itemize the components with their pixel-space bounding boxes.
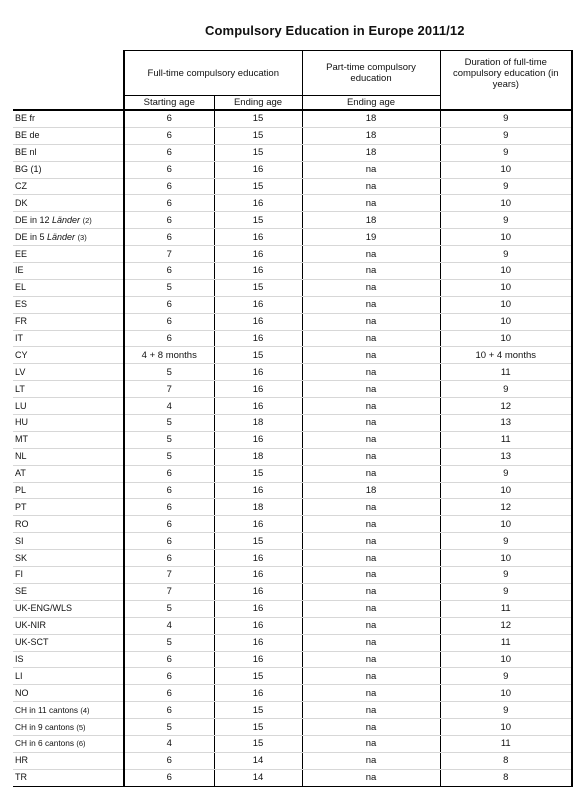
table-row (13, 617, 572, 634)
header-starting-age: Starting age (124, 96, 214, 111)
table-row (13, 431, 572, 448)
row-label-text: DE in 12 (15, 214, 53, 225)
table-row (13, 263, 572, 280)
row-label: BE nl (13, 144, 124, 161)
table-row (13, 634, 572, 651)
cell-pt-ending-age: na (302, 381, 440, 398)
row-label: AT (13, 465, 124, 482)
cell-duration: 13 (440, 415, 572, 432)
cell-duration: 12 (440, 499, 572, 516)
cell-starting-age: 5 (124, 364, 214, 381)
cell-ending-age: 16 (214, 263, 302, 280)
row-label: LV (13, 364, 124, 381)
row-label: SI (13, 533, 124, 550)
table-row (13, 279, 572, 296)
cell-pt-ending-age: na (302, 431, 440, 448)
cell-duration: 9 (440, 110, 572, 127)
cell-duration: 12 (440, 398, 572, 415)
cell-duration: 10 (440, 296, 572, 313)
cell-duration: 10 (440, 279, 572, 296)
cell-duration: 9 (440, 212, 572, 229)
table-row (13, 651, 572, 668)
cell-starting-age: 6 (124, 651, 214, 668)
cell-ending-age: 15 (214, 702, 302, 719)
cell-starting-age: 6 (124, 263, 214, 280)
cell-pt-ending-age: na (302, 263, 440, 280)
cell-pt-ending-age: na (302, 195, 440, 212)
cell-pt-ending-age: na (302, 499, 440, 516)
cell-starting-age: 6 (124, 668, 214, 685)
cell-pt-ending-age: na (302, 550, 440, 567)
row-label-footnote: (2) (82, 215, 92, 225)
table-row (13, 702, 572, 719)
row-label: CZ (13, 178, 124, 195)
cell-duration: 11 (440, 634, 572, 651)
cell-pt-ending-age: na (302, 296, 440, 313)
cell-pt-ending-age: na (302, 752, 440, 769)
cell-ending-age: 16 (214, 431, 302, 448)
cell-duration: 13 (440, 448, 572, 465)
table-row (13, 364, 572, 381)
cell-ending-age: 14 (214, 752, 302, 769)
cell-duration: 11 (440, 364, 572, 381)
cell-duration: 9 (440, 533, 572, 550)
header-pt-ending-age: Ending age (302, 96, 440, 111)
row-label: CY (13, 347, 124, 364)
table-row (13, 161, 572, 178)
row-label (13, 702, 124, 719)
cell-ending-age: 16 (214, 195, 302, 212)
cell-pt-ending-age: na (302, 313, 440, 330)
cell-starting-age: 6 (124, 144, 214, 161)
table-row (13, 246, 572, 263)
cell-duration: 9 (440, 567, 572, 584)
table-row (13, 735, 572, 752)
cell-ending-age: 16 (214, 567, 302, 584)
cell-ending-age: 16 (214, 516, 302, 533)
header-corner-lower (13, 96, 124, 111)
row-label: ES (13, 296, 124, 313)
row-label-text: CH in 9 cantons (15, 721, 77, 732)
cell-starting-age: 4 (124, 398, 214, 415)
cell-ending-age: 16 (214, 229, 302, 246)
cell-starting-age: 4 + 8 months (124, 347, 214, 364)
row-label: HR (13, 752, 124, 769)
cell-duration: 10 (440, 685, 572, 702)
table-row (13, 752, 572, 769)
cell-ending-age: 15 (214, 178, 302, 195)
cell-duration: 10 (440, 550, 572, 567)
row-label: NL (13, 448, 124, 465)
row-label: TR (13, 769, 124, 786)
cell-ending-age: 16 (214, 398, 302, 415)
cell-starting-age: 7 (124, 381, 214, 398)
cell-starting-age: 5 (124, 415, 214, 432)
table-row (13, 313, 572, 330)
table-row (13, 600, 572, 617)
cell-duration: 10 (440, 651, 572, 668)
table-row (13, 685, 572, 702)
header-row-top (13, 51, 572, 96)
cell-ending-age: 16 (214, 296, 302, 313)
table-row (13, 533, 572, 550)
cell-ending-age: 16 (214, 161, 302, 178)
cell-starting-age: 5 (124, 431, 214, 448)
cell-duration: 11 (440, 600, 572, 617)
row-label: PT (13, 499, 124, 516)
table-row (13, 516, 572, 533)
cell-pt-ending-age: na (302, 398, 440, 415)
cell-starting-age: 4 (124, 617, 214, 634)
cell-starting-age: 6 (124, 769, 214, 786)
cell-pt-ending-age: na (302, 769, 440, 786)
cell-ending-age: 15 (214, 127, 302, 144)
cell-pt-ending-age: na (302, 651, 440, 668)
cell-ending-age: 15 (214, 719, 302, 736)
table-row (13, 127, 572, 144)
row-label-text: CH in 6 cantons (15, 738, 77, 749)
cell-starting-age: 6 (124, 330, 214, 347)
cell-pt-ending-age: 18 (302, 144, 440, 161)
cell-ending-age: 15 (214, 212, 302, 229)
cell-duration: 8 (440, 769, 572, 786)
row-label (13, 735, 124, 752)
cell-pt-ending-age: 19 (302, 229, 440, 246)
row-label (13, 229, 124, 246)
cell-duration: 9 (440, 583, 572, 600)
cell-pt-ending-age: na (302, 735, 440, 752)
row-label: BE fr (13, 110, 124, 127)
row-label-italic: Länder (47, 231, 76, 242)
cell-duration: 10 (440, 516, 572, 533)
cell-duration: 11 (440, 735, 572, 752)
cell-pt-ending-age: na (302, 279, 440, 296)
cell-duration: 10 (440, 330, 572, 347)
cell-pt-ending-age: na (302, 702, 440, 719)
row-label: IE (13, 263, 124, 280)
cell-ending-age: 16 (214, 550, 302, 567)
cell-duration: 9 (440, 702, 572, 719)
cell-pt-ending-age: na (302, 465, 440, 482)
table-row (13, 719, 572, 736)
cell-starting-age: 6 (124, 212, 214, 229)
row-label: UK-NIR (13, 617, 124, 634)
cell-ending-age: 16 (214, 634, 302, 651)
cell-duration: 9 (440, 381, 572, 398)
table-row (13, 296, 572, 313)
row-label: BG (1) (13, 161, 124, 178)
cell-starting-age: 5 (124, 448, 214, 465)
cell-duration: 10 (440, 719, 572, 736)
page-title: Compulsory Education in Europe 2011/12 (205, 23, 465, 38)
cell-starting-age: 6 (124, 465, 214, 482)
cell-ending-age: 14 (214, 769, 302, 786)
cell-duration: 9 (440, 178, 572, 195)
cell-starting-age: 6 (124, 229, 214, 246)
row-label: NO (13, 685, 124, 702)
cell-ending-age: 18 (214, 448, 302, 465)
cell-duration: 10 (440, 195, 572, 212)
row-label-text: CH in 11 cantons (15, 704, 81, 715)
cell-ending-age: 16 (214, 600, 302, 617)
cell-pt-ending-age: na (302, 567, 440, 584)
row-label-footnote: (4) (80, 705, 90, 715)
cell-ending-age: 15 (214, 279, 302, 296)
cell-starting-age: 6 (124, 685, 214, 702)
cell-ending-age: 15 (214, 735, 302, 752)
row-label: SK (13, 550, 124, 567)
cell-starting-age: 6 (124, 296, 214, 313)
row-label-text: DE in 5 (15, 231, 48, 242)
cell-duration: 10 + 4 months (440, 347, 572, 364)
cell-pt-ending-age: na (302, 415, 440, 432)
cell-starting-age: 5 (124, 634, 214, 651)
header-full-time: Full-time compulsory education (124, 51, 302, 96)
cell-ending-age: 16 (214, 651, 302, 668)
cell-starting-age: 6 (124, 482, 214, 499)
row-label: HU (13, 415, 124, 432)
row-label: LU (13, 398, 124, 415)
cell-starting-age: 5 (124, 279, 214, 296)
cell-ending-age: 15 (214, 347, 302, 364)
cell-starting-age: 6 (124, 550, 214, 567)
row-label: IT (13, 330, 124, 347)
cell-duration: 8 (440, 752, 572, 769)
cell-starting-age: 6 (124, 499, 214, 516)
cell-starting-age: 6 (124, 516, 214, 533)
table-row (13, 550, 572, 567)
header-ending-age: Ending age (214, 96, 302, 111)
table-row (13, 110, 572, 127)
cell-ending-age: 16 (214, 330, 302, 347)
table-row (13, 415, 572, 432)
row-label: LT (13, 381, 124, 398)
cell-pt-ending-age: na (302, 617, 440, 634)
row-label: IS (13, 651, 124, 668)
cell-ending-age: 16 (214, 482, 302, 499)
row-label: UK-ENG/WLS (13, 600, 124, 617)
row-label-italic: Länder (52, 214, 81, 225)
cell-starting-age: 6 (124, 178, 214, 195)
cell-pt-ending-age: na (302, 600, 440, 617)
row-label: RO (13, 516, 124, 533)
cell-ending-age: 16 (214, 685, 302, 702)
cell-duration: 10 (440, 482, 572, 499)
cell-starting-age: 6 (124, 161, 214, 178)
cell-pt-ending-age: na (302, 583, 440, 600)
header-part-time: Part-time compulsory education (302, 51, 440, 96)
table-row (13, 330, 572, 347)
cell-starting-age: 4 (124, 735, 214, 752)
cell-duration: 9 (440, 127, 572, 144)
row-label: DK (13, 195, 124, 212)
table-row (13, 567, 572, 584)
cell-pt-ending-age: 18 (302, 127, 440, 144)
cell-pt-ending-age: na (302, 161, 440, 178)
cell-duration: 10 (440, 161, 572, 178)
cell-starting-age: 7 (124, 567, 214, 584)
cell-ending-age: 15 (214, 465, 302, 482)
cell-ending-age: 16 (214, 313, 302, 330)
cell-pt-ending-age: na (302, 246, 440, 263)
cell-starting-age: 6 (124, 127, 214, 144)
cell-ending-age: 18 (214, 499, 302, 516)
cell-pt-ending-age: na (302, 516, 440, 533)
row-label: MT (13, 431, 124, 448)
row-label: SE (13, 583, 124, 600)
cell-pt-ending-age: na (302, 685, 440, 702)
cell-ending-age: 18 (214, 415, 302, 432)
header-corner (13, 51, 124, 96)
row-label: UK-SCT (13, 634, 124, 651)
row-label (13, 719, 124, 736)
cell-starting-age: 5 (124, 600, 214, 617)
cell-pt-ending-age: na (302, 668, 440, 685)
cell-pt-ending-age: na (302, 347, 440, 364)
table-row (13, 144, 572, 161)
cell-pt-ending-age: 18 (302, 110, 440, 127)
row-label-footnote: (6) (76, 739, 86, 749)
table-row (13, 465, 572, 482)
table-row (13, 398, 572, 415)
cell-pt-ending-age: 18 (302, 212, 440, 229)
row-label-footnote: (5) (76, 722, 86, 732)
cell-ending-age: 16 (214, 246, 302, 263)
row-label: FR (13, 313, 124, 330)
cell-ending-age: 16 (214, 364, 302, 381)
cell-pt-ending-age: na (302, 533, 440, 550)
cell-pt-ending-age: na (302, 330, 440, 347)
cell-starting-age: 7 (124, 583, 214, 600)
cell-ending-age: 15 (214, 110, 302, 127)
cell-duration: 9 (440, 144, 572, 161)
cell-pt-ending-age: 18 (302, 482, 440, 499)
cell-duration: 11 (440, 431, 572, 448)
cell-ending-age: 16 (214, 583, 302, 600)
table-row (13, 381, 572, 398)
cell-pt-ending-age: na (302, 364, 440, 381)
table-row (13, 347, 572, 364)
row-label: EE (13, 246, 124, 263)
row-label: EL (13, 279, 124, 296)
cell-starting-age: 6 (124, 195, 214, 212)
row-label (13, 212, 124, 229)
compulsory-education-table (13, 50, 573, 787)
cell-duration: 12 (440, 617, 572, 634)
cell-starting-age: 6 (124, 110, 214, 127)
cell-ending-age: 15 (214, 668, 302, 685)
cell-starting-age: 5 (124, 719, 214, 736)
table-row (13, 583, 572, 600)
cell-duration: 9 (440, 465, 572, 482)
cell-pt-ending-age: na (302, 719, 440, 736)
table-row (13, 482, 572, 499)
table-row (13, 195, 572, 212)
cell-ending-age: 16 (214, 381, 302, 398)
cell-pt-ending-age: na (302, 178, 440, 195)
row-label: FI (13, 567, 124, 584)
row-label: PL (13, 482, 124, 499)
row-label: BE de (13, 127, 124, 144)
cell-duration: 9 (440, 668, 572, 685)
cell-starting-age: 6 (124, 752, 214, 769)
table-row (13, 499, 572, 516)
cell-starting-age: 6 (124, 533, 214, 550)
table-row (13, 178, 572, 195)
cell-starting-age: 7 (124, 246, 214, 263)
cell-duration: 9 (440, 246, 572, 263)
cell-duration: 10 (440, 313, 572, 330)
table-row (13, 212, 572, 229)
cell-ending-age: 15 (214, 533, 302, 550)
cell-starting-age: 6 (124, 702, 214, 719)
table-row (13, 229, 572, 246)
table-row (13, 448, 572, 465)
cell-duration: 10 (440, 263, 572, 280)
cell-pt-ending-age: na (302, 448, 440, 465)
row-label-footnote: (3) (77, 232, 87, 242)
table-body (13, 110, 572, 786)
cell-duration: 10 (440, 229, 572, 246)
header-duration: Duration of full-time compulsory education (in years) (440, 51, 572, 111)
cell-starting-age: 6 (124, 313, 214, 330)
table-row (13, 769, 572, 786)
cell-ending-age: 16 (214, 617, 302, 634)
cell-ending-age: 15 (214, 144, 302, 161)
table-row (13, 668, 572, 685)
row-label: LI (13, 668, 124, 685)
cell-pt-ending-age: na (302, 634, 440, 651)
